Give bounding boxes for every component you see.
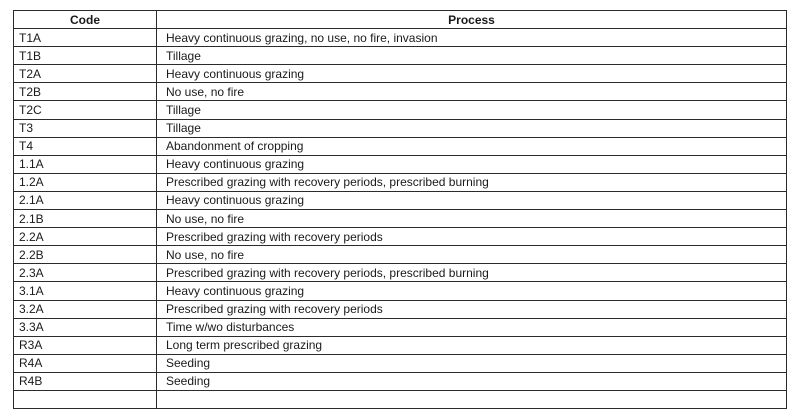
process-table [13, 10, 787, 409]
code-cell: 2.1A [14, 191, 157, 209]
process-cell: No use, no fire [157, 246, 787, 264]
process-cell: Heavy continuous grazing [157, 155, 787, 173]
process-cell: Tillage [157, 47, 787, 65]
code-cell: T1A [14, 29, 157, 47]
code-cell: 1.2A [14, 173, 157, 191]
header-process: Process [157, 11, 787, 29]
code-cell: R4B [14, 372, 157, 390]
process-table-container [13, 10, 786, 409]
process-cell: Prescribed grazing with recovery periods, prescribed burning [157, 173, 787, 191]
table-row [14, 318, 787, 336]
code-cell: 2.2B [14, 246, 157, 264]
table-row [14, 246, 787, 264]
table-row [14, 119, 787, 137]
table-row [14, 155, 787, 173]
table-row [14, 210, 787, 228]
table-body [14, 29, 787, 409]
table-row [14, 137, 787, 155]
process-cell: Heavy continuous grazing [157, 65, 787, 83]
table-row [14, 173, 787, 191]
table-row [14, 264, 787, 282]
code-cell: 2.1B [14, 210, 157, 228]
table-row [14, 336, 787, 354]
table-row [14, 65, 787, 83]
process-cell: Seeding [157, 372, 787, 390]
code-cell: T2C [14, 101, 157, 119]
table-row [14, 101, 787, 119]
code-cell: R3A [14, 336, 157, 354]
code-cell: 3.2A [14, 300, 157, 318]
table-header-row [14, 11, 787, 29]
process-cell: Prescribed grazing with recovery periods, prescribed burning [157, 264, 787, 282]
table-row [14, 282, 787, 300]
table-row [14, 191, 787, 209]
code-cell [14, 390, 157, 408]
process-cell: No use, no fire [157, 210, 787, 228]
process-cell [157, 390, 787, 408]
table-row [14, 300, 787, 318]
process-cell: Prescribed grazing with recovery periods [157, 300, 787, 318]
code-cell: R4A [14, 354, 157, 372]
process-cell: Tillage [157, 119, 787, 137]
process-cell: Prescribed grazing with recovery periods [157, 228, 787, 246]
process-cell: No use, no fire [157, 83, 787, 101]
header-code: Code [14, 11, 157, 29]
code-cell: T4 [14, 137, 157, 155]
process-cell: Seeding [157, 354, 787, 372]
process-cell: Abandonment of cropping [157, 137, 787, 155]
code-cell: 3.3A [14, 318, 157, 336]
code-cell: 3.1A [14, 282, 157, 300]
code-cell: T3 [14, 119, 157, 137]
process-cell: Tillage [157, 101, 787, 119]
process-cell: Long term prescribed grazing [157, 336, 787, 354]
table-row [14, 372, 787, 390]
code-cell: T1B [14, 47, 157, 65]
process-cell: Heavy continuous grazing [157, 191, 787, 209]
table-row [14, 228, 787, 246]
table-row [14, 47, 787, 65]
code-cell: T2B [14, 83, 157, 101]
table-row [14, 354, 787, 372]
code-cell: 2.2A [14, 228, 157, 246]
process-cell: Time w/wo disturbances [157, 318, 787, 336]
code-cell: 2.3A [14, 264, 157, 282]
process-cell: Heavy continuous grazing [157, 282, 787, 300]
code-cell: T2A [14, 65, 157, 83]
table-row [14, 390, 787, 408]
code-cell: 1.1A [14, 155, 157, 173]
table-row [14, 29, 787, 47]
process-cell: Heavy continuous grazing, no use, no fire, invasion [157, 29, 787, 47]
table-row [14, 83, 787, 101]
